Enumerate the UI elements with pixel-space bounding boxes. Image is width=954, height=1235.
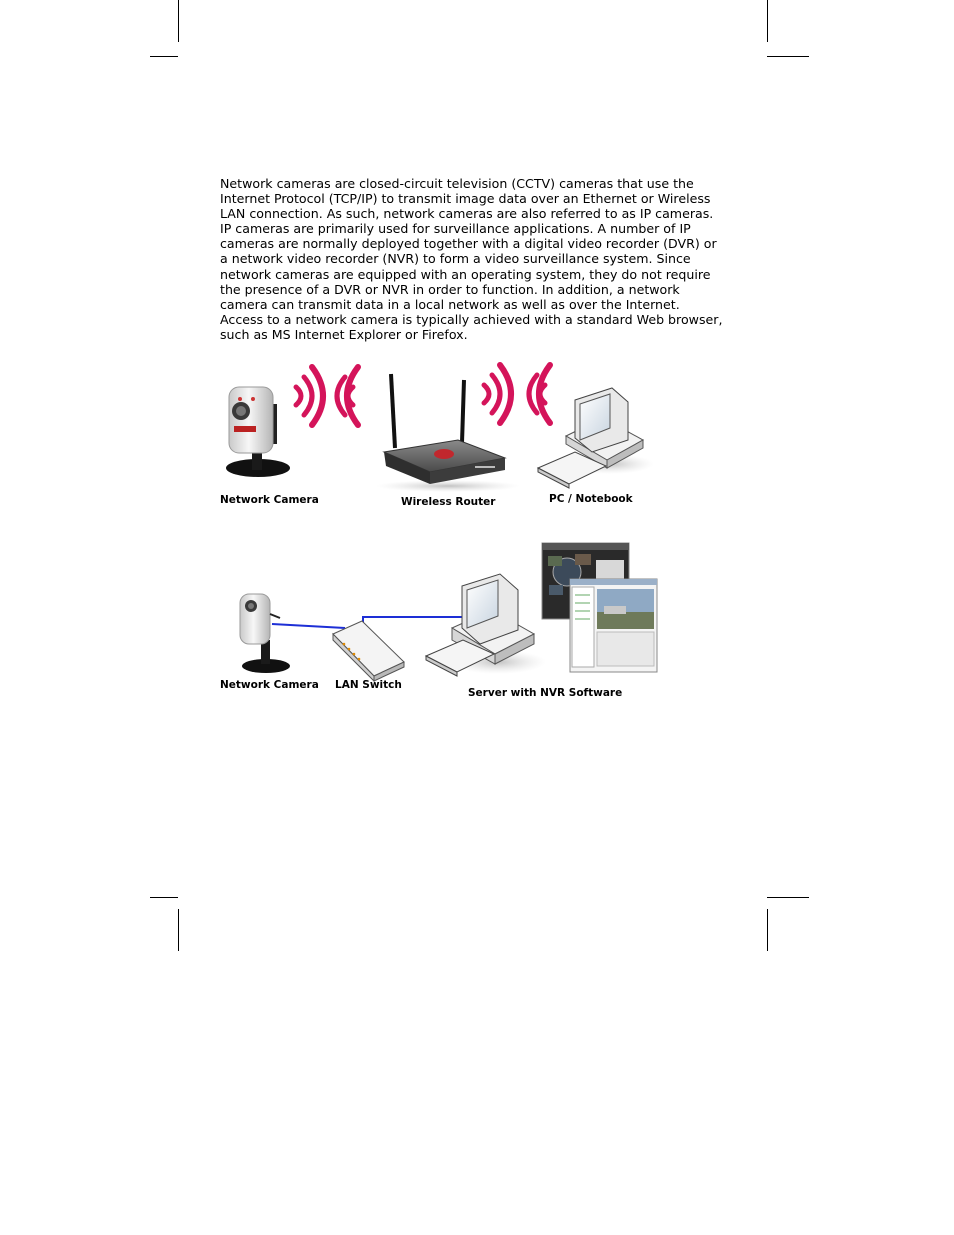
intro-line: the presence of a DVR or NVR in order to function. In addition, a network bbox=[220, 281, 680, 297]
pc-notebook-image bbox=[538, 388, 654, 488]
wireless-signal-waves-right bbox=[484, 365, 550, 423]
server-pc-image bbox=[426, 574, 546, 676]
server-nvr-label: Server with NVR Software bbox=[468, 687, 623, 699]
network-camera-label-wireless: Network Camera bbox=[220, 494, 319, 506]
lan-switch-label: LAN Switch bbox=[335, 679, 402, 691]
intro-line: Network cameras are closed-circuit television (CCTV) cameras that use the bbox=[220, 176, 694, 191]
network-camera-wired-image bbox=[240, 594, 290, 673]
intro-line: Access to a network camera is typically achieved with a standard Web browser, bbox=[220, 311, 723, 327]
intro-line: camera can transmit data in a local network as well as over the Internet. bbox=[220, 296, 680, 312]
intro-line: network cameras are equipped with an operating system, they do not require bbox=[220, 266, 711, 282]
intro-line: cameras are normally deployed together with a digital video recorder (DVR) or bbox=[220, 236, 717, 252]
intro-line: a network video recorder (NVR) to form a video surveillance system. Since bbox=[220, 251, 691, 267]
intro-line: Internet Protocol (TCP/IP) to transmit image data over an Ethernet or Wireless bbox=[220, 191, 711, 207]
wireless-signal-waves-left bbox=[296, 367, 358, 425]
pc-notebook-label: PC / Notebook bbox=[549, 493, 633, 505]
intro-line: LAN connection. As such, network cameras are also referred to as IP cameras. bbox=[220, 206, 714, 222]
network-camera-label-wired: Network Camera bbox=[220, 679, 319, 691]
intro-line: such as MS Internet Explorer or Firefox. bbox=[220, 326, 468, 342]
intro-line: IP cameras are primarily used for surveillance applications. A number of IP bbox=[220, 221, 691, 237]
wireless-router-label: Wireless Router bbox=[401, 496, 496, 508]
network-camera-wireless-image bbox=[226, 387, 290, 477]
lan-switch-image bbox=[333, 621, 404, 681]
nvr-software-screenshots bbox=[542, 543, 657, 672]
